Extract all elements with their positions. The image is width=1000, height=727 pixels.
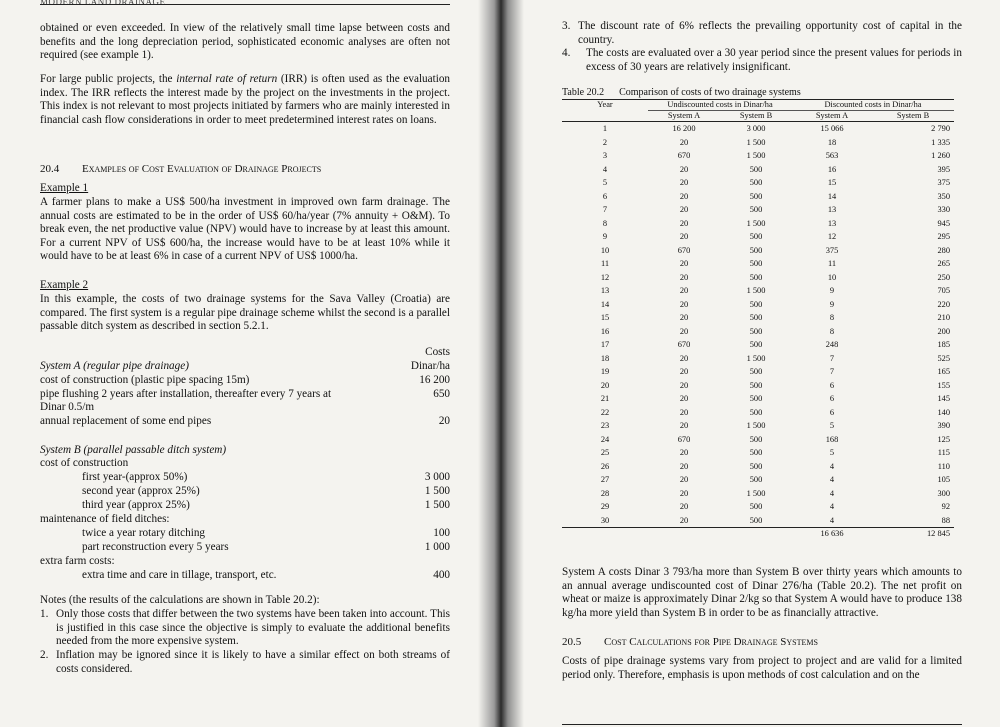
table-cell: 18 <box>827 137 837 147</box>
table-cell: 9 <box>829 286 835 296</box>
undiscounted-header: Undiscounted costs in Dinar/ha <box>667 100 773 109</box>
system-b-item: extra farm costs: <box>40 555 115 567</box>
total-discounted-b: 12 845 <box>926 529 950 539</box>
table-cell: 500 <box>749 272 763 282</box>
system-a-title: System A (regular pipe drainage) <box>40 360 189 372</box>
table-cell: 500 <box>749 394 763 404</box>
system-b-title: System B (parallel passable ditch system) <box>40 444 227 456</box>
table-row <box>562 271 954 285</box>
table-cell: 500 <box>749 407 763 417</box>
sub-header: System B <box>720 111 792 122</box>
table-cell: 22 <box>600 407 610 417</box>
table-cell: 1 500 <box>746 218 766 228</box>
table-cell: 16 200 <box>672 124 696 134</box>
table-cell: 1 <box>602 124 608 134</box>
table-cell: 24 <box>600 434 610 444</box>
table-cell: 500 <box>749 191 763 201</box>
table-cell: 3 000 <box>746 124 766 134</box>
table-cell: 20 <box>679 164 689 174</box>
table-cell: 20 <box>679 299 689 309</box>
table-row <box>562 338 954 352</box>
table-cell: 20 <box>679 421 689 431</box>
table-cell: 21 <box>600 394 610 404</box>
table-cell: 300 <box>937 488 950 498</box>
system-a-item: cost of construction (plastic pipe spacing 15m) 16 200 <box>40 374 450 386</box>
table-cell: 20 <box>679 407 689 417</box>
book-gutter <box>478 0 524 727</box>
table-cell: 500 <box>749 461 763 471</box>
table-cell: 390 <box>937 421 950 431</box>
table-cell: 13 <box>827 205 837 215</box>
table-row <box>562 230 954 244</box>
table-cell: 563 <box>825 151 839 161</box>
example2-text: In this example, the costs of two drainage systems for the Sava Valley (Croatia) are compared. The first system is a regular pipe drainage scheme whilst the second is a parallel passable ditch system as described in section 5.2.1. <box>40 293 450 333</box>
costs-unit: Dinar/ha <box>410 360 450 372</box>
table-cell: 168 <box>825 434 839 444</box>
table-cell: 10 <box>600 245 610 255</box>
table-cell: 20 <box>679 137 689 147</box>
left-page <box>40 0 450 727</box>
table-cell: 11 <box>600 259 610 269</box>
table-row <box>562 284 954 298</box>
table-cell: 500 <box>749 178 763 188</box>
table-cell: 4 <box>829 502 835 512</box>
table-cell: 5 <box>829 448 835 458</box>
note-item: 4. The costs are evaluated over a 30 year period since the present values for periods in excess of 30 years are relatively insignificant. <box>562 47 962 73</box>
costs-header: Costs <box>425 346 450 358</box>
example1-text: A farmer plans to make a US$ 500/ha investment in improved own farm drainage. The annual costs are estimated to be in the order of US$ 60/ha/year (7% annuity + O&M). To break even, the net productive value (NPV) would have to increase by at least this amount. For a current NPV of US$ 600/ha, the increase would have to be at least 10% while it would have to be at least 6% in case of a current NPV of US$ 1000/ha. <box>40 196 450 263</box>
table-cell: 18 <box>600 353 610 363</box>
table-cell: 670 <box>677 245 691 255</box>
table-cell: 12 <box>827 232 837 242</box>
right-page <box>562 0 962 727</box>
table-cell: 12 <box>600 272 610 282</box>
table-row <box>562 122 954 136</box>
system-b-item: third year (approx 25%) 1 500 <box>82 499 450 511</box>
table-cell: 16 <box>827 164 837 174</box>
table-row <box>562 325 954 339</box>
summary-paragraph: System A costs Dinar 3 793/ha more than System B over thirty years which amounts to an annual average undiscounted cost of Dinar 276/ha (Table 20.2). The net profit on wheat or maize is approximately Dinar 2/kg so that System A would have to produce 138 kg/ha more yield than System B in order to be as financially attractive. <box>562 566 962 619</box>
table-cell: 395 <box>937 164 950 174</box>
system-b-item: part reconstruction every 5 years 1 000 <box>82 541 450 553</box>
table-cell: 670 <box>677 340 691 350</box>
table-cell: 20 <box>679 232 689 242</box>
table-row <box>562 460 954 474</box>
table-cell: 14 <box>600 299 610 309</box>
table-cell: 670 <box>677 434 691 444</box>
table-cell: 1 260 <box>931 151 950 161</box>
table-cell: 155 <box>937 380 950 390</box>
system-b-item: maintenance of field ditches: <box>40 513 170 525</box>
system-b-item: extra time and care in tillage, transport, etc. 400 <box>82 569 450 581</box>
cost-table <box>562 99 954 540</box>
table-row <box>562 163 954 177</box>
table-cell: 7 <box>829 367 835 377</box>
paragraph-top: obtained or even exceeded. In view of the relatively small time lapse between costs and benefits and the long depreciation period, sophisticated economic analyses are often not required (see example 1). <box>40 22 450 62</box>
table-cell: 28 <box>600 488 610 498</box>
sub-header: System A <box>792 111 872 122</box>
notes-intro: Notes (the results of the calculations are shown in Table 20.2): <box>40 594 320 606</box>
table-cell: 2 <box>602 137 608 147</box>
table-cell: 220 <box>937 299 950 309</box>
table-cell: 6 <box>829 407 835 417</box>
table-row <box>562 446 954 460</box>
closing-paragraph: Costs of pipe drainage systems vary from project to project and are valid for a limited period only. Therefore, emphasis is upon methods of cost calculation and on the <box>562 655 962 681</box>
example1-title: Example 1 <box>40 182 89 194</box>
table-cell: 1 500 <box>746 151 766 161</box>
table-cell: 375 <box>937 178 950 188</box>
table-cell: 29 <box>600 502 610 512</box>
table-row <box>562 500 954 514</box>
table-cell: 500 <box>749 245 763 255</box>
table-cell: 17 <box>600 340 610 350</box>
note-item: 2. Inflation may be ignored since it is likely to have a similar effect on both streams of costs considered. <box>40 649 450 675</box>
table-cell: 500 <box>749 313 763 323</box>
table-row <box>562 311 954 325</box>
table-cell: 105 <box>937 475 950 485</box>
sub-header: System A <box>648 111 720 122</box>
table-cell: 265 <box>937 259 950 269</box>
table-cell: 165 <box>937 367 950 377</box>
table-cell: 20 <box>679 286 689 296</box>
note-item: 3. The discount rate of 6% reflects the prevailing opportunity cost of capital in the country. <box>562 20 962 46</box>
table-cell: 19 <box>600 367 610 377</box>
table-cell: 705 <box>937 286 950 296</box>
table-cell: 26 <box>600 461 610 471</box>
table-cell: 16 <box>600 326 610 336</box>
system-a-item: pipe flushing 2 years after installation, thereafter every 7 years at 650 <box>40 388 450 400</box>
section-heading-20-5: 20.5 Cost Calculations for Pipe Drainage Systems <box>562 636 818 648</box>
table-cell: 20 <box>679 205 689 215</box>
table-row <box>562 392 954 406</box>
table-cell: 525 <box>937 353 950 363</box>
table-cell: 14 <box>827 191 837 201</box>
table-cell: 23 <box>600 421 610 431</box>
table-cell: 20 <box>679 515 689 525</box>
system-b-item: first year-(approx 50%) 3 000 <box>82 471 450 483</box>
table-cell: 20 <box>679 502 689 512</box>
col-year-header: Year <box>597 100 613 110</box>
table-cell: 945 <box>937 218 950 228</box>
table-cell: 125 <box>937 434 950 444</box>
table-cell: 20 <box>600 380 610 390</box>
table-row <box>562 257 954 271</box>
table-cell: 500 <box>749 448 763 458</box>
table-cell: 20 <box>679 488 689 498</box>
table-cell: 248 <box>825 340 839 350</box>
table-cell: 6 <box>829 394 835 404</box>
table-cell: 20 <box>679 353 689 363</box>
table-cell: 4 <box>829 488 835 498</box>
table-cell: 280 <box>937 245 950 255</box>
table-row <box>562 406 954 420</box>
table-row <box>562 487 954 501</box>
table-cell: 115 <box>937 448 950 458</box>
footer-rule <box>562 724 962 725</box>
table-cell: 500 <box>749 326 763 336</box>
table-cell: 20 <box>679 259 689 269</box>
table-row <box>562 176 954 190</box>
note-item: 1. Only those costs that differ between the two systems have been taken into account. This is justified in this case since the objective is simply to evaluate the additional benefits needed from the more expensive system. <box>40 608 450 648</box>
table-cell: 1 500 <box>746 286 766 296</box>
table-cell: 145 <box>937 394 950 404</box>
table-cell: 500 <box>749 299 763 309</box>
table-cell: 500 <box>749 475 763 485</box>
table-cell: 9 <box>602 232 608 242</box>
table-cell: 500 <box>749 515 763 525</box>
section-heading-20-4: 20.4 Examples of Cost Evaluation of Drainage Projects <box>40 163 322 175</box>
table-cell: 8 <box>602 218 608 228</box>
table-cell: 15 066 <box>820 124 844 134</box>
table-cell: 500 <box>749 164 763 174</box>
sub-header: System B <box>872 111 954 122</box>
table-cell: 20 <box>679 448 689 458</box>
table-row <box>562 514 954 528</box>
cost-comparison-table <box>562 99 962 540</box>
table-cell: 7 <box>602 205 608 215</box>
table-cell: 185 <box>937 340 950 350</box>
table-row <box>562 352 954 366</box>
table-row <box>562 379 954 393</box>
table-cell: 13 <box>827 218 837 228</box>
table-cell: 5 <box>829 421 835 431</box>
table-cell: 500 <box>749 380 763 390</box>
table-cell: 1 335 <box>931 137 950 147</box>
table-cell: 1 500 <box>746 488 766 498</box>
table-cell: 27 <box>600 475 610 485</box>
total-discounted-a: 16 636 <box>820 529 844 539</box>
table-cell: 7 <box>829 353 835 363</box>
table-cell: 295 <box>937 232 950 242</box>
table-cell: 500 <box>749 502 763 512</box>
table-row <box>562 419 954 433</box>
table-cell: 140 <box>937 407 950 417</box>
table-cell: 3 <box>602 151 608 161</box>
table-cell: 4 <box>829 475 835 485</box>
table-cell: 500 <box>749 232 763 242</box>
table-cell: 88 <box>941 515 950 525</box>
cost-table-body <box>562 122 954 528</box>
table-cell: 20 <box>679 380 689 390</box>
table-cell: 20 <box>679 191 689 201</box>
system-a-item: annual replacement of some end pipes 20 <box>40 415 450 427</box>
system-b-item: second year (approx 25%) 1 500 <box>82 485 450 497</box>
table-cell: 92 <box>941 502 950 512</box>
table-cell: 1 500 <box>746 421 766 431</box>
paragraph-irr: For large public projects, the internal rate of return (IRR) is often used as the evaluation index. The IRR reflects the interest made by the project on the investments in the project. This index is not relevant to most projects initiated by farmers who are mainly interested in financial cash flow considerations in order to meet predetermined interest rates on loans. <box>40 73 451 126</box>
table-caption: Table 20.2 Comparison of costs of two drainage systems <box>562 87 801 98</box>
table-cell: 110 <box>937 461 950 471</box>
table-cell: 15 <box>600 313 610 323</box>
table-cell: 13 <box>600 286 610 296</box>
table-cell: 20 <box>679 178 689 188</box>
table-cell: 4 <box>829 515 835 525</box>
table-cell: 4 <box>829 461 835 471</box>
discounted-header: Discounted costs in Dinar/ha <box>824 100 922 109</box>
table-row <box>562 203 954 217</box>
table-cell: 5 <box>602 178 608 188</box>
table-cell: 210 <box>937 313 950 323</box>
table-row <box>562 149 954 163</box>
table-cell: 11 <box>827 259 837 269</box>
table-row <box>562 244 954 258</box>
table-row <box>562 136 954 150</box>
table-cell: 10 <box>827 272 837 282</box>
system-b-item: cost of construction <box>40 457 129 469</box>
table-cell: 500 <box>749 434 763 444</box>
table-cell: 6 <box>602 191 608 201</box>
table-cell: 1 500 <box>746 353 766 363</box>
table-cell: 15 <box>827 178 837 188</box>
table-cell: 8 <box>829 326 835 336</box>
table-cell: 375 <box>825 245 839 255</box>
table-cell: 670 <box>677 151 691 161</box>
table-cell: 500 <box>749 367 763 377</box>
table-cell: 1 500 <box>746 137 766 147</box>
table-cell: 30 <box>600 515 610 525</box>
table-cell: 500 <box>749 259 763 269</box>
header-rule <box>40 4 450 5</box>
table-cell: 2 790 <box>931 124 950 134</box>
table-cell: 250 <box>937 272 950 282</box>
table-row <box>562 365 954 379</box>
table-cell: 330 <box>937 205 950 215</box>
table-cell: 20 <box>679 313 689 323</box>
table-cell: 8 <box>829 313 835 323</box>
table-cell: 500 <box>749 205 763 215</box>
table-row <box>562 433 954 447</box>
table-cell: 20 <box>679 367 689 377</box>
table-cell: 350 <box>937 191 950 201</box>
example2-title: Example 2 <box>40 279 89 291</box>
table-row <box>562 190 954 204</box>
irr-term: internal rate of return <box>176 73 278 85</box>
table-cell: 25 <box>600 448 610 458</box>
table-cell: 20 <box>679 272 689 282</box>
table-cell: 9 <box>829 299 835 309</box>
table-row <box>562 298 954 312</box>
table-cell: 20 <box>679 394 689 404</box>
table-row <box>562 473 954 487</box>
table-cell: 500 <box>749 340 763 350</box>
table-cell: 6 <box>829 380 835 390</box>
table-cell: 20 <box>679 461 689 471</box>
table-row <box>562 217 954 231</box>
table-cell: 20 <box>679 475 689 485</box>
table-cell: 4 <box>602 164 608 174</box>
system-a-item: Dinar 0.5/m <box>40 401 95 413</box>
table-cell: 200 <box>937 326 950 336</box>
table-cell: 20 <box>679 326 689 336</box>
table-cell: 20 <box>679 218 689 228</box>
system-b-item: twice a year rotary ditching 100 <box>82 527 450 539</box>
